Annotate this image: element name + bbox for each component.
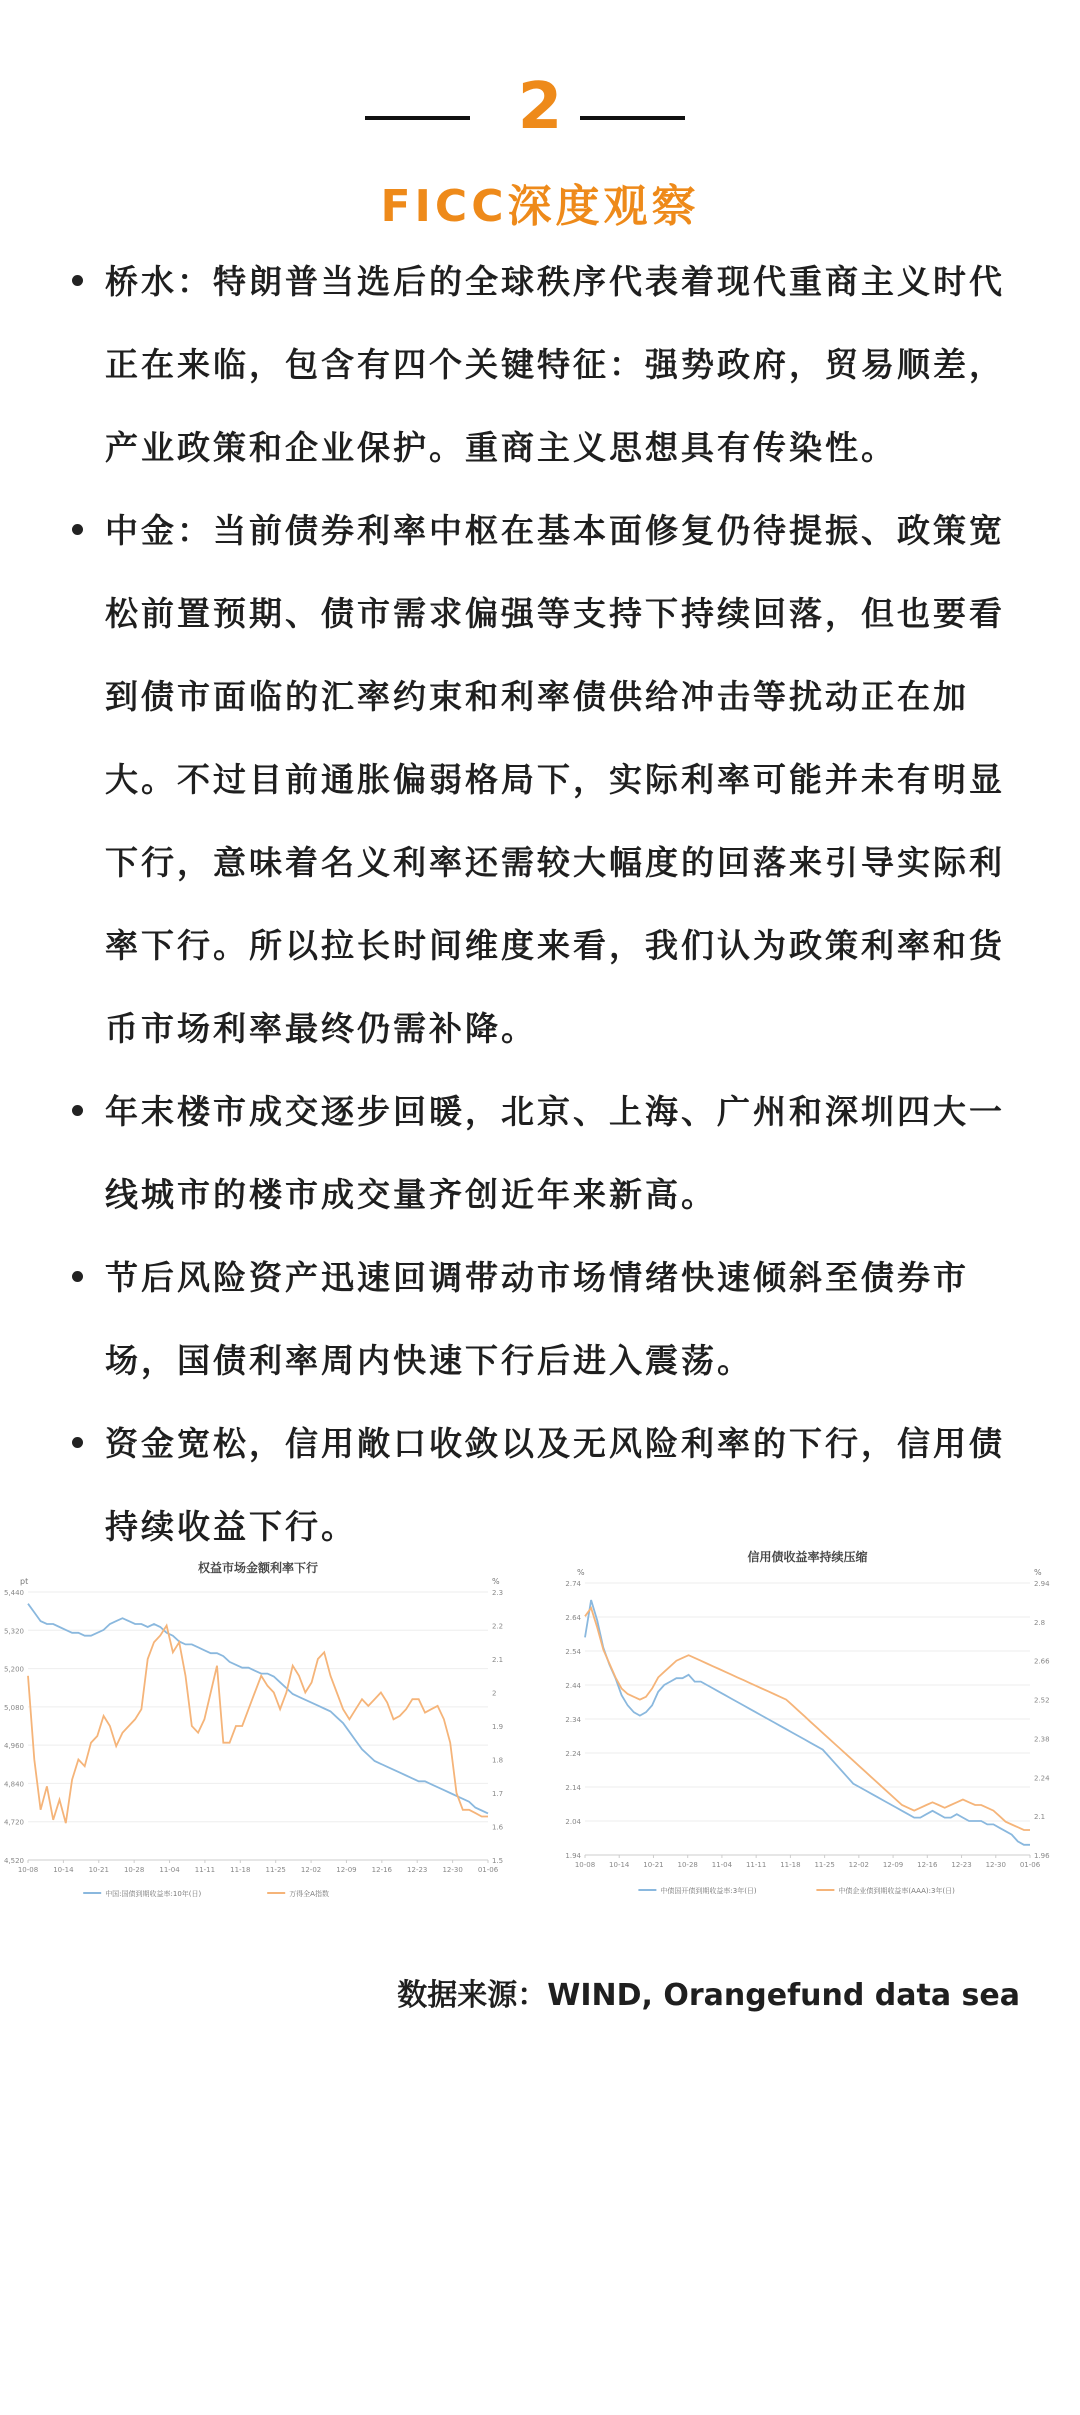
bullet-item-credit-bonds: 资金宽松，信用敞口收敛以及无风险利率的下行，信用债持续收益下行。 xyxy=(65,1402,1020,1568)
x-tick-label: 12-16 xyxy=(917,1861,938,1869)
x-tick-label: 10-21 xyxy=(643,1861,664,1869)
y-tick-label-left: 2.74 xyxy=(565,1580,581,1588)
y-tick-label-left: 2.04 xyxy=(565,1818,581,1826)
y-tick-label-right: 2.1 xyxy=(1034,1813,1046,1822)
x-tick-label: 10-08 xyxy=(17,1866,39,1874)
section-title: FICC深度观察 xyxy=(380,181,700,232)
x-tick-label: 10-28 xyxy=(677,1861,698,1869)
chart-title: 权益市场金额利率下行 xyxy=(197,1561,319,1575)
legend-label: 万得全A指数 xyxy=(289,1890,329,1898)
x-tick-label: 11-04 xyxy=(159,1866,180,1874)
y-tick-label-left: 5,080 xyxy=(3,1703,24,1712)
left-axis-unit: pt xyxy=(20,1577,29,1586)
data-source: 数据来源：WIND, Orangefund data sea xyxy=(397,1978,1020,2013)
x-tick-label: 11-25 xyxy=(265,1866,286,1874)
y-tick-label-right: 2.3 xyxy=(492,1589,504,1597)
x-tick-label: 01-06 xyxy=(1019,1861,1041,1869)
x-tick-label: 11-11 xyxy=(194,1866,216,1874)
y-tick-label-left: 5,200 xyxy=(3,1665,24,1674)
y-tick-label-right: 2.24 xyxy=(1034,1774,1050,1783)
left-axis-unit: % xyxy=(577,1568,585,1577)
right-axis-unit: % xyxy=(1034,1568,1042,1577)
bullet-item-bridgewater: 桥水：特朗普当选后的全球秩序代表着现代重商主义时代正在来临，包含有四个关键特征：强势政府，贸易顺差，产业政策和企业保护。重商主义思想具有传染性。 xyxy=(65,240,1020,489)
x-tick-label: 12-02 xyxy=(300,1866,322,1874)
credit-yield-chart xyxy=(555,1545,1065,1920)
y-tick-label-left: 2.54 xyxy=(565,1648,581,1656)
y-tick-label-left: 2.44 xyxy=(565,1682,581,1690)
x-tick-label: 12-23 xyxy=(951,1861,972,1869)
section-heading xyxy=(0,70,1080,160)
x-tick-label: 11-25 xyxy=(814,1861,835,1869)
right-axis-unit: % xyxy=(492,1577,500,1586)
x-tick-label: 11-04 xyxy=(711,1861,733,1869)
y-tick-label-right: 2 xyxy=(492,1689,497,1698)
x-tick-label: 12-30 xyxy=(985,1861,1006,1869)
y-tick-label-right: 2.52 xyxy=(1034,1696,1050,1705)
x-tick-label: 12-30 xyxy=(442,1866,463,1874)
y-tick-label-left: 4,520 xyxy=(3,1857,24,1865)
y-tick-label-left: 4,720 xyxy=(3,1818,24,1827)
y-tick-label-left: 4,960 xyxy=(3,1742,24,1751)
y-tick-label-left: 5,320 xyxy=(3,1627,24,1636)
series-line-2 xyxy=(28,1626,488,1824)
x-tick-label: 12-16 xyxy=(371,1866,393,1874)
y-tick-label-right: 2.94 xyxy=(1034,1580,1050,1588)
section-number: 2 xyxy=(517,70,563,144)
heading-right-rule xyxy=(580,116,685,120)
x-tick-label: 10-28 xyxy=(123,1866,145,1874)
x-tick-label: 12-09 xyxy=(336,1866,357,1874)
chart-title: 信用债收益率持续压缩 xyxy=(747,1550,868,1564)
y-tick-label-right: 1.8 xyxy=(492,1756,504,1765)
y-tick-label-left: 5,440 xyxy=(3,1589,24,1597)
y-tick-label-right: 2.8 xyxy=(1034,1618,1046,1627)
y-tick-label-left: 2.24 xyxy=(565,1750,581,1758)
x-tick-label: 12-02 xyxy=(848,1861,870,1869)
bullet-list xyxy=(65,240,1020,1568)
y-tick-label-left: 2.34 xyxy=(565,1716,581,1724)
y-tick-label-left: 2.64 xyxy=(565,1614,581,1622)
x-tick-label: 10-08 xyxy=(574,1861,596,1869)
bullet-item-cicc: 中金：当前债券利率中枢在基本面修复仍待提振、政策宽松前置预期、债市需求偏强等支持下持续回落，但也要看到债市面临的汇率约束和利率债供给冲击等扰动正在加大。不过目前通胀偏弱格局下，实际利率可能并未有明显下行，意味着名义利率还需较大幅度的回落来引导实际利率下行。所以拉长时间维度来看，我们认为政策利率和货币市场利率最终仍需补降。 xyxy=(65,489,1020,1070)
y-tick-label-right: 2.66 xyxy=(1034,1657,1050,1666)
bullet-item-risk-assets: 节后风险资产迅速回调带动市场情绪快速倾斜至债券市场，国债利率周内快速下行后进入震荡。 xyxy=(65,1236,1020,1402)
y-tick-label-right: 2.38 xyxy=(1034,1735,1050,1744)
legend-label: 中债企业债到期收益率(AAA):3年(日) xyxy=(838,1887,955,1895)
equity-rate-chart xyxy=(0,1560,520,1920)
x-tick-label: 12-23 xyxy=(407,1866,428,1874)
y-tick-label-right: 1.6 xyxy=(492,1823,504,1832)
x-tick-label: 11-18 xyxy=(780,1861,801,1869)
y-tick-label-left: 4,840 xyxy=(3,1780,24,1789)
series-line-1 xyxy=(28,1604,488,1814)
y-tick-label-right: 2.2 xyxy=(492,1622,504,1631)
y-tick-label-right: 2.1 xyxy=(492,1656,504,1664)
y-tick-label-left: 2.14 xyxy=(565,1784,581,1792)
x-tick-label: 10-14 xyxy=(609,1861,630,1869)
legend-label: 中国:国债到期收益率:10年(日) xyxy=(105,1890,202,1898)
x-tick-label: 10-14 xyxy=(53,1866,74,1874)
x-tick-label: 11-18 xyxy=(230,1866,251,1874)
bullet-item-property-market: 年末楼市成交逐步回暖，北京、上海、广州和深圳四大一线城市的楼市成交量齐创近年来新高。 xyxy=(65,1070,1020,1236)
y-tick-label-right: 1.7 xyxy=(492,1790,504,1798)
x-tick-label: 10-21 xyxy=(88,1866,109,1874)
x-tick-label: 12-09 xyxy=(882,1861,904,1869)
y-tick-label-right: 1.96 xyxy=(1034,1852,1050,1860)
legend-label: 中债国开债到期收益率:3年(日) xyxy=(660,1887,757,1895)
series-line-1 xyxy=(585,1600,1030,1845)
y-tick-label-right: 1.5 xyxy=(492,1857,504,1865)
y-tick-label-right: 1.9 xyxy=(492,1723,504,1731)
y-tick-label-left: 1.94 xyxy=(565,1852,581,1860)
x-tick-label: 01-06 xyxy=(477,1866,499,1874)
x-tick-label: 11-11 xyxy=(745,1861,767,1869)
